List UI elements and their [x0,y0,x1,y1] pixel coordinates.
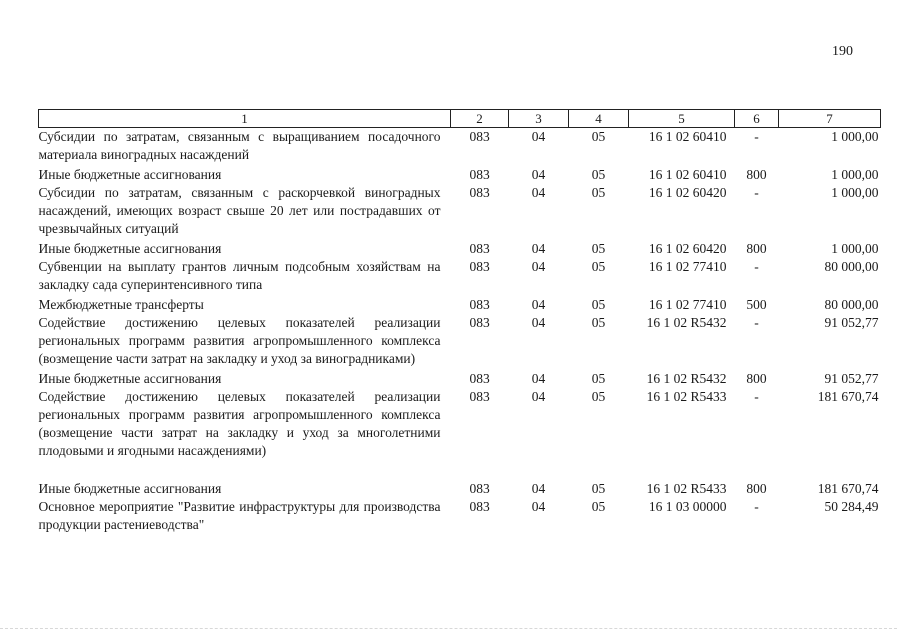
row-target-article: 16 1 02 R5432 [646,371,727,386]
row-subsection: 05 [591,389,606,404]
row-code: 083 [469,129,490,144]
row-amount: 91 052,77 [824,315,879,330]
row-amount: 181 670,74 [817,389,879,404]
row-expense-type: - [754,499,759,514]
row-code: 083 [469,371,490,386]
table-row [39,258,881,294]
row-amount: 80 000,00 [824,297,879,312]
row-target-article: 16 1 02 R5433 [646,481,727,496]
budget-table [38,109,881,534]
row-expense-type: 800 [746,371,767,386]
row-code: 083 [469,167,490,182]
row-expense-type: 800 [746,481,767,496]
row-name: Иные бюджетные ассигнования [38,167,222,182]
row-name: Субсидии по затратам, связанным с раскорчевкой виноградных насаждений, имеющих возраст свыше 20 лет или пострадавших от чрезвычайных ситуаций [38,185,441,236]
row-amount: 80 000,00 [824,259,879,274]
row-subsection: 05 [591,297,606,312]
column-header-3: 3 [509,110,569,128]
row-expense-type: - [754,129,759,144]
row-amount: 1 000,00 [831,129,879,144]
row-name: Субвенции на выплату грантов личным подсобным хозяйствам на закладку сада суперинтенсивного типа [38,259,441,292]
row-section: 04 [531,499,546,514]
row-target-article: 16 1 02 R5433 [646,389,727,404]
table-row [39,314,881,368]
row-expense-type: 800 [746,241,767,256]
row-amount: 181 670,74 [817,481,879,496]
column-header-5: 5 [629,110,735,128]
row-target-article: 16 1 03 00000 [648,499,727,514]
column-header-7: 7 [779,110,881,128]
row-amount: 50 284,49 [824,499,879,514]
row-section: 04 [531,185,546,200]
row-amount: 1 000,00 [831,185,879,200]
column-header-6: 6 [735,110,779,128]
row-section: 04 [531,241,546,256]
row-expense-type: 800 [746,167,767,182]
row-name: Субсидии по затратам, связанным с выращиванием посадочного материала виноградных насаждений [38,129,441,162]
row-code: 083 [469,481,490,496]
row-amount: 1 000,00 [831,241,879,256]
row-section: 04 [531,389,546,404]
row-section: 04 [531,297,546,312]
table-row [39,294,881,314]
row-expense-type: - [754,259,759,274]
row-section: 04 [531,129,546,144]
row-subsection: 05 [591,185,606,200]
row-subsection: 05 [591,481,606,496]
row-name: Содействие достижению целевых показателей реализации региональных программ развития агропромышленного комплекса (возмещение части затрат на закладку и уход за многолетними плодовыми и ягодными насаждениями) [38,389,441,458]
scan-edge-line [0,628,897,630]
row-subsection: 05 [591,315,606,330]
row-target-article: 16 1 02 77410 [648,259,727,274]
row-section: 04 [531,167,546,182]
row-subsection: 05 [591,129,606,144]
table-row [39,388,881,460]
row-target-article: 16 1 02 60420 [648,185,727,200]
row-code: 083 [469,389,490,404]
row-name: Основное мероприятие "Развитие инфраструктуры для производства продукции растениеводства" [38,499,441,532]
row-target-article: 16 1 02 77410 [648,297,727,312]
row-code: 083 [469,241,490,256]
column-header-1: 1 [39,110,451,128]
row-name: Иные бюджетные ассигнования [38,241,222,256]
row-target-article: 16 1 02 R5432 [646,315,727,330]
row-name: Иные бюджетные ассигнования [38,481,222,496]
row-code: 083 [469,185,490,200]
table-row [39,238,881,258]
row-subsection: 05 [591,499,606,514]
row-code: 083 [469,499,490,514]
page-number: 190 [832,44,853,59]
row-subsection: 05 [591,259,606,274]
row-section: 04 [531,315,546,330]
row-amount: 91 052,77 [824,371,879,386]
row-subsection: 05 [591,371,606,386]
row-amount: 1 000,00 [831,167,879,182]
row-name: Иные бюджетные ассигнования [38,371,222,386]
row-section: 04 [531,481,546,496]
row-code: 083 [469,259,490,274]
row-code: 083 [469,315,490,330]
header-row [39,110,881,128]
row-expense-type: - [754,315,759,330]
row-target-article: 16 1 02 60420 [648,241,727,256]
column-header-4: 4 [569,110,629,128]
row-section: 04 [531,371,546,386]
column-header-2: 2 [451,110,509,128]
row-expense-type: - [754,389,759,404]
row-target-article: 16 1 02 60410 [648,167,727,182]
row-expense-type: - [754,185,759,200]
table-row [39,460,881,498]
row-target-article: 16 1 02 60410 [648,129,727,144]
row-expense-type: 500 [746,297,767,312]
row-subsection: 05 [591,241,606,256]
table-row [39,368,881,388]
row-code: 083 [469,297,490,312]
row-subsection: 05 [591,167,606,182]
table-row [39,498,881,534]
row-name: Содействие достижению целевых показателей реализации региональных программ развития агропромышленного комплекса (возмещение части затрат на закладку и уход за виноградниками) [38,315,441,366]
row-section: 04 [531,259,546,274]
table-row [39,164,881,184]
table-row [39,184,881,238]
table-row [39,128,881,165]
row-name: Межбюджетные трансферты [38,297,204,312]
